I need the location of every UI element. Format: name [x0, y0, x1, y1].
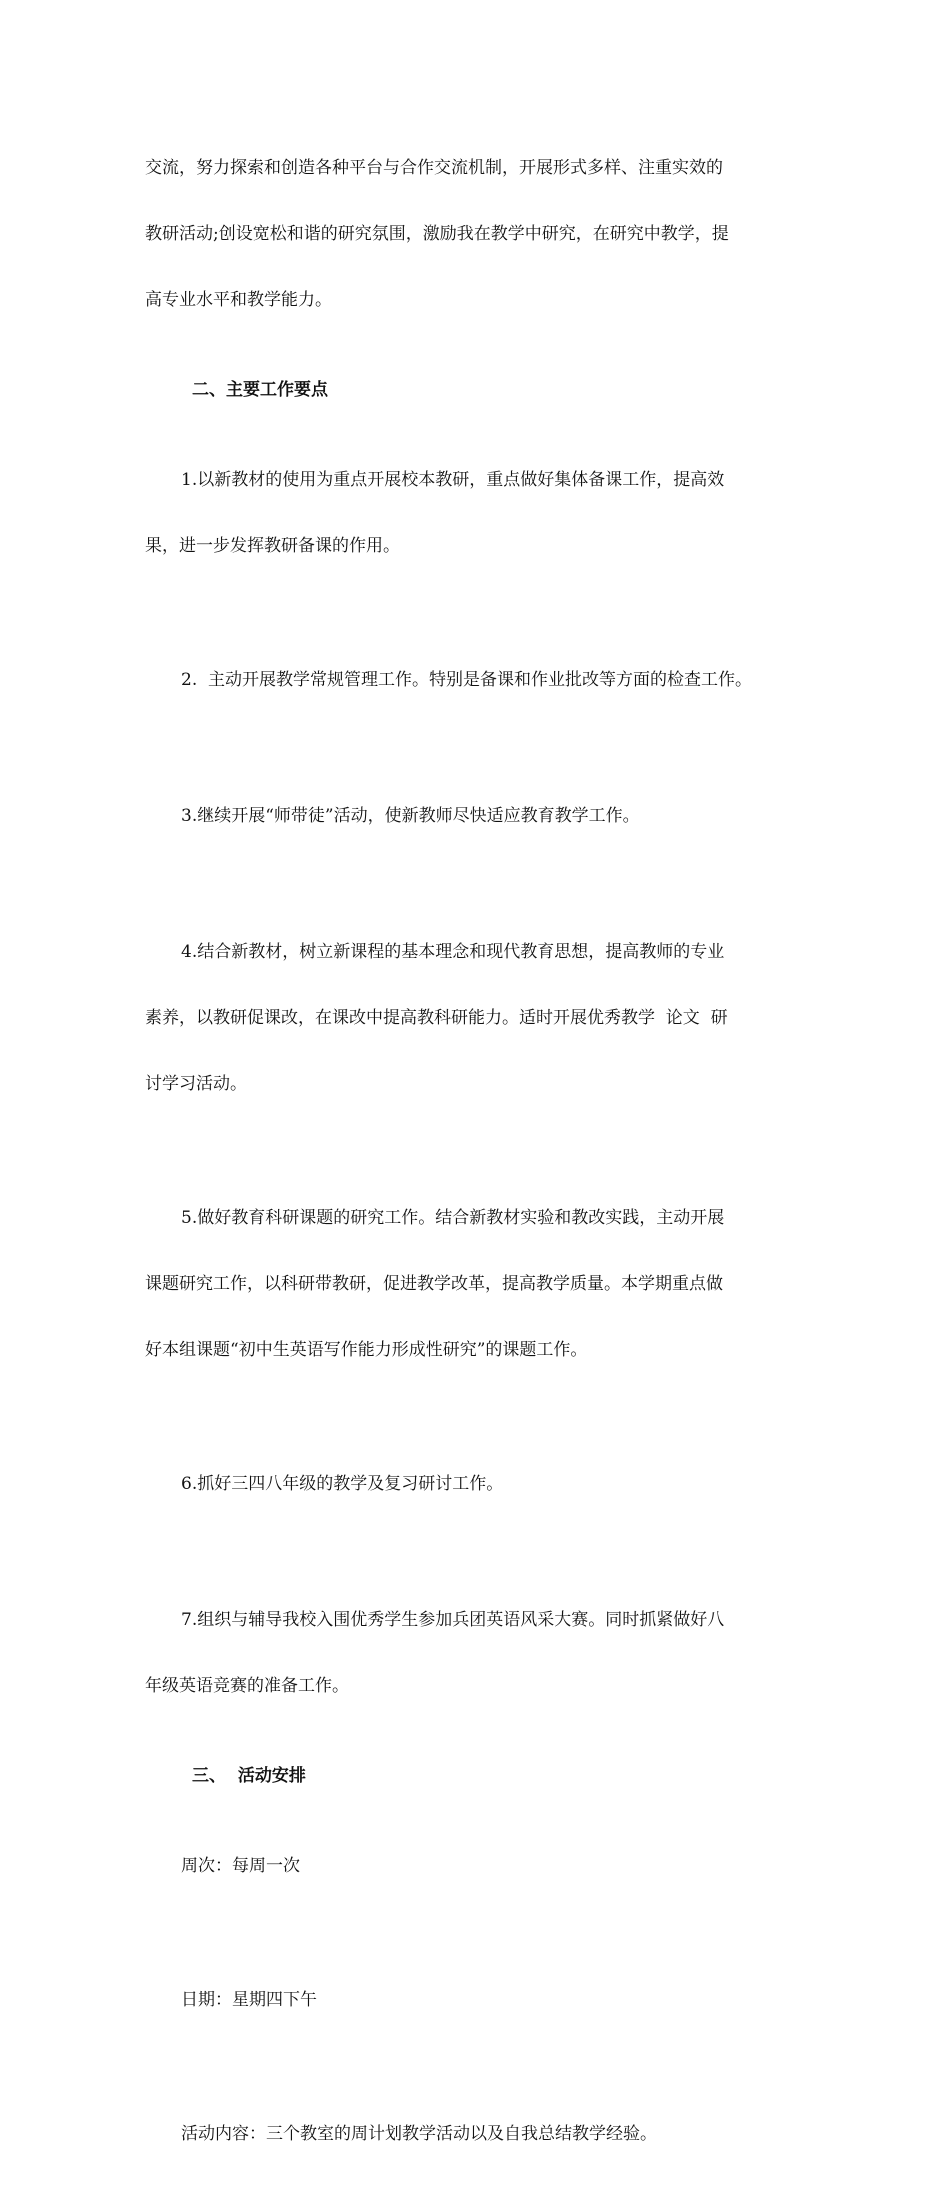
schedule-date-text: 日期：星期四下午 — [181, 1990, 317, 2010]
work-item-6 — [145, 1429, 817, 1539]
work-item-5-line-1: 5.做好教育科研课题的研究工作。结合新教材实验和教改实践，主动开展 — [181, 1208, 725, 1228]
work-item-7 — [145, 1565, 817, 1741]
schedule-content-text: 活动内容：三个教室的周计划教学活动以及自我总结教学经验。 — [181, 2124, 657, 2144]
work-item-2 — [145, 625, 817, 735]
schedule-date — [145, 1945, 817, 2055]
section-heading-activities: 三、 活动安排 — [192, 1766, 306, 1786]
work-item-3 — [145, 761, 817, 871]
work-item-7-line-2: 年级英语竞赛的准备工作。 — [145, 1676, 349, 1696]
work-item-1-line-1: 1.以新教材的使用为重点开展校本教研，重点做好集体备课工作，提高效 — [181, 470, 725, 490]
work-item-2-line-1: 2. 主动开展教学常规管理工作。特别是备课和作业批改等方面的检查工作。 — [181, 670, 753, 690]
work-item-5 — [145, 1163, 817, 1405]
document-body — [145, 113, 817, 2189]
schedule-week-text: 周次：每周一次 — [181, 1856, 300, 1876]
work-item-4-line-3: 讨学习活动。 — [145, 1074, 247, 1094]
intro-line-2: 教研活动;创设宽松和谐的研究氛围，激励我在教学中研究，在研究中教学，提 — [145, 224, 729, 244]
section-heading-main-points: 二、主要工作要点 — [192, 380, 328, 400]
work-item-4-line-2: 素养，以教研促课改，在课改中提高教科研能力。适时开展优秀教学 论文 研 — [145, 1008, 728, 1028]
work-item-1 — [145, 425, 817, 601]
intro-paragraph — [145, 113, 817, 355]
work-item-4-line-1: 4.结合新教材，树立新课程的基本理念和现代教育思想，提高教师的专业 — [181, 942, 725, 962]
work-item-5-line-3: 好本组课题“初中生英语写作能力形成性研究”的课题工作。 — [145, 1340, 588, 1360]
work-item-3-line-1: 3.继续开展“师带徒”活动，使新教师尽快适应教育教学工作。 — [181, 806, 640, 826]
work-item-6-line-1: 6.抓好三四八年级的教学及复习研讨工作。 — [181, 1474, 504, 1494]
work-item-4 — [145, 897, 817, 1139]
intro-line-1: 交流，努力探索和创造各种平台与合作交流机制，开展形式多样、注重实效的 — [145, 158, 723, 178]
work-item-5-line-2: 课题研究工作，以科研带教研，促进教学改革，提高教学质量。本学期重点做 — [145, 1274, 723, 1294]
schedule-content — [145, 2079, 817, 2189]
work-item-1-line-2: 果，进一步发挥教研备课的作用。 — [145, 536, 400, 556]
schedule-week — [145, 1811, 817, 1921]
work-item-7-line-1: 7.组织与辅导我校入围优秀学生参加兵团英语风采大赛。同时抓紧做好八 — [181, 1610, 725, 1630]
intro-line-3: 高专业水平和教学能力。 — [145, 290, 332, 310]
